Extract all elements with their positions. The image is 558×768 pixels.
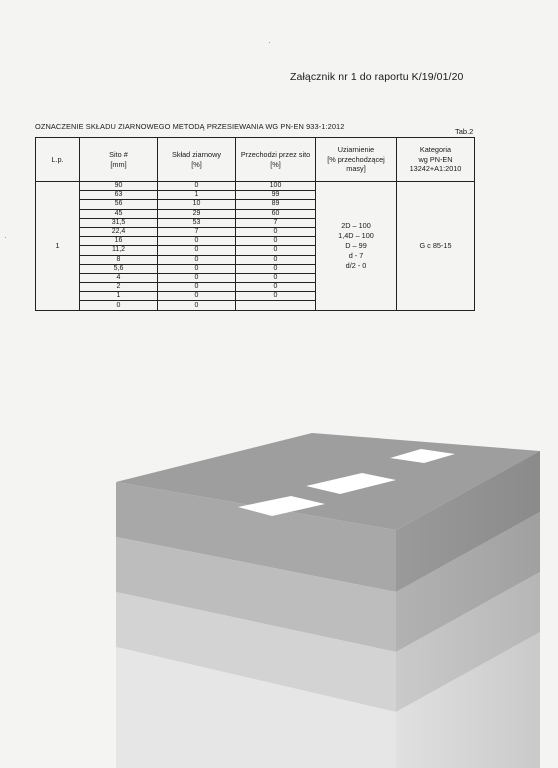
- scan-speck: ·: [4, 233, 7, 242]
- sieve-cell: 45: [80, 209, 158, 218]
- col-header-sieve: Sito # [mm]: [80, 138, 158, 182]
- table-header-row: [36, 138, 475, 182]
- passing-cell: [236, 301, 316, 310]
- passing-cell: 7: [236, 218, 316, 227]
- lp-cell: 1: [36, 182, 80, 311]
- sieve-cell: 63: [80, 191, 158, 200]
- passing-cell: 0: [236, 283, 316, 292]
- category-cell: G c 85-15: [397, 182, 475, 311]
- table-number: Tab.2: [455, 127, 474, 136]
- composition-cell: 0: [158, 264, 236, 273]
- passing-cell: 0: [236, 246, 316, 255]
- col-header-category: Kategoria wg PN-EN 13242+A1:2010: [397, 138, 475, 182]
- sieve-cell: 0: [80, 301, 158, 310]
- passing-cell: 0: [236, 273, 316, 282]
- sieve-cell: 16: [80, 237, 158, 246]
- table-caption: OZNACZENIE SKŁADU ZIARNOWEGO METODĄ PRZESIEWANIA WG PN-EN 933-1:2012: [35, 122, 345, 131]
- composition-cell: 0: [158, 301, 236, 310]
- composition-cell: 0: [158, 273, 236, 282]
- composition-cell: 0: [158, 255, 236, 264]
- sieve-cell: 11,2: [80, 246, 158, 255]
- passing-cell: 0: [236, 292, 316, 301]
- passing-cell: 99: [236, 191, 316, 200]
- composition-cell: 0: [158, 182, 236, 191]
- composition-cell: 29: [158, 209, 236, 218]
- sieve-cell: 1: [80, 292, 158, 301]
- scan-speck: ·: [268, 38, 271, 47]
- passing-cell: 89: [236, 200, 316, 209]
- composition-cell: 10: [158, 200, 236, 209]
- sieve-cell: 5,6: [80, 264, 158, 273]
- composition-cell: 0: [158, 292, 236, 301]
- composition-cell: 53: [158, 218, 236, 227]
- passing-cell: 0: [236, 255, 316, 264]
- sieve-analysis-table: [35, 137, 475, 311]
- sieve-cell: 31,5: [80, 218, 158, 227]
- passing-cell: 100: [236, 182, 316, 191]
- sieve-cell: 90: [80, 182, 158, 191]
- passing-cell: 0: [236, 264, 316, 273]
- grading-cell: 2D – 100 1,4D – 100 D – 99 d - 7 d/2 - 0: [316, 182, 397, 311]
- sieve-cell: 8: [80, 255, 158, 264]
- composition-cell: 0: [158, 237, 236, 246]
- col-header-passing: Przechodzi przez sito [%]: [236, 138, 316, 182]
- col-header-grading: Uziarnienie [% przechodzącej masy]: [316, 138, 397, 182]
- composition-cell: 0: [158, 283, 236, 292]
- sieve-cell: 2: [80, 283, 158, 292]
- sieve-cell: 22,4: [80, 227, 158, 236]
- col-header-composition: Skład ziarnowy [%]: [158, 138, 236, 182]
- table-row: [36, 182, 475, 191]
- layered-block-illustration: [0, 418, 558, 768]
- col-header-lp: L.p.: [36, 138, 80, 182]
- appendix-reference: Załącznik nr 1 do raportu K/19/01/20: [290, 71, 464, 83]
- passing-cell: 0: [236, 237, 316, 246]
- passing-cell: 60: [236, 209, 316, 218]
- passing-cell: 0: [236, 227, 316, 236]
- sieve-cell: 4: [80, 273, 158, 282]
- sieve-cell: 56: [80, 200, 158, 209]
- composition-cell: 0: [158, 246, 236, 255]
- composition-cell: 1: [158, 191, 236, 200]
- composition-cell: 7: [158, 227, 236, 236]
